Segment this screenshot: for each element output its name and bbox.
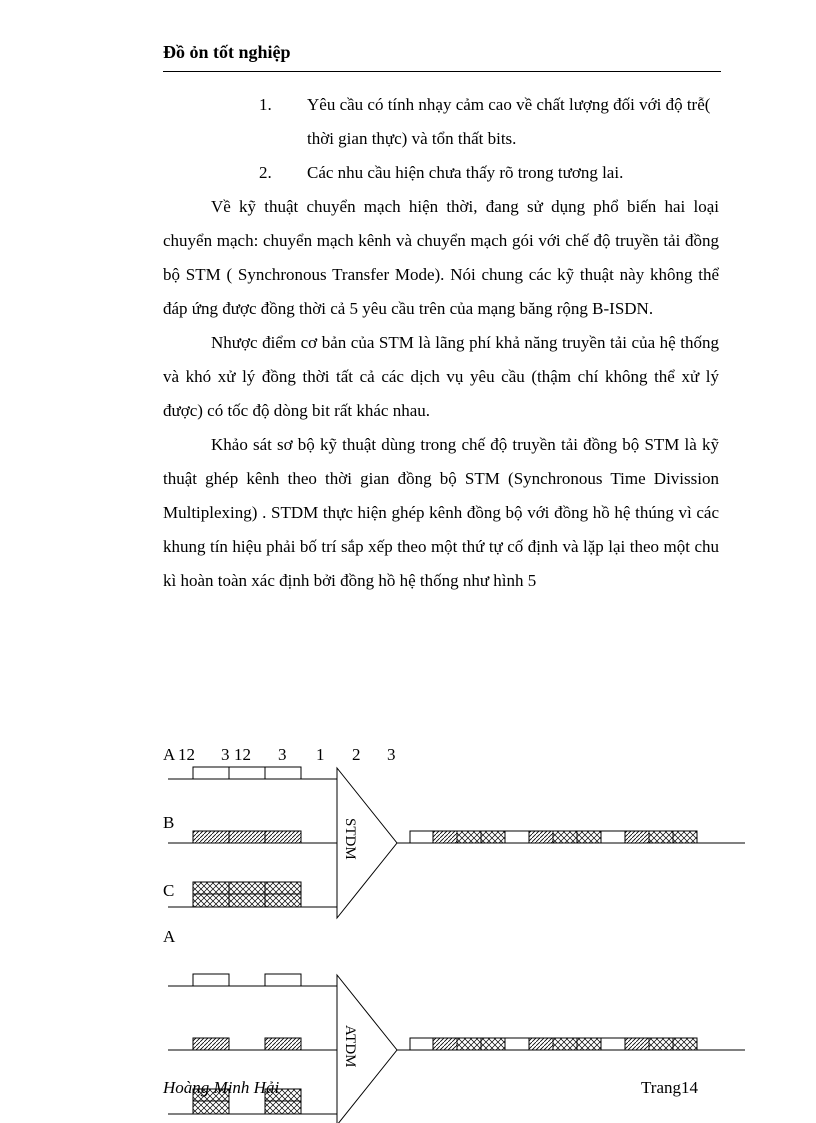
stdm-section: [163, 767, 745, 918]
paragraph-stm-drawbacks: Nhược điểm cơ bản của STM là lãng phí khả năng truyền tải của hệ thống và khó xử lý đồng thời tất cả các dịch vụ yêu cầu (thậm chí không thể xử lý được) có tốc độ dòng bit rất khác nhau.: [163, 333, 719, 420]
slot-hatched: [193, 831, 229, 843]
slot-hatched: [265, 1038, 301, 1050]
figure-5-multiplexing-diagram: [0, 730, 816, 1123]
footer-author: Hoàng Minh Hải: [163, 1078, 280, 1097]
list-text: Các nhu cầu hiện chưa thấy rõ trong tương lai.: [307, 163, 624, 182]
slot-empty: [265, 767, 301, 779]
list-text: Yêu cầu có tính nhạy cảm cao về chất lượng đối với độ trễ( thời gian thực) và tổn thất bits.: [307, 95, 711, 148]
slot-label: 1: [316, 745, 325, 764]
slot-empty: [193, 974, 229, 986]
slot-label: 3: [387, 745, 396, 764]
input-label-a: A: [163, 927, 176, 946]
slot-label: 2: [352, 745, 361, 764]
paragraph-stdm: Khảo sát sơ bộ kỹ thuật dùng trong chế độ truyền tải đồng bộ STM là kỹ thuật ghép kênh theo thời gian đồng bộ STM (Synchronous Time Divission Multiplexing) . STDM thực hiện ghép kênh đồng bộ với đồng hồ hệ thúng vì các khung tín hiệu phải bố trí sắp xếp theo một thứ tự cố định và lặp lại theo một chu kì hoàn toàn xác định bởi đồng hồ hệ thống như hình 5: [163, 435, 719, 590]
paragraph-stm-techniques: Về kỹ thuật chuyển mạch hiện thời, đang sử dụng phổ biến hai loại chuyển mạch: chuyển mạch kênh và chuyển mạch gói với chế độ truyền tải đồng bộ STM ( Synchronous Transfer Mode). Nói chung các kỹ thuật này không thể đáp ứng được đồng thời cả 5 yêu cầu trên của mạng băng rộng B-ISDN.: [163, 197, 719, 318]
list-number: 2.: [259, 163, 272, 182]
slot-hatched: [193, 1038, 229, 1050]
list-item: [163, 156, 719, 190]
footer-page-number: Trang14: [641, 1078, 698, 1097]
slot-hatched: [265, 831, 301, 843]
slot-label: 12: [234, 745, 251, 764]
slot-hatched: [229, 831, 265, 843]
list-number: 1.: [259, 95, 272, 114]
list-item: [163, 88, 719, 156]
input-label-b: B: [163, 813, 175, 832]
header-rule: [163, 71, 721, 72]
atdm-label: ATDM: [342, 1025, 358, 1068]
slot-label: 3: [221, 745, 230, 764]
slot-empty: [265, 974, 301, 986]
slot-label: 3: [278, 745, 287, 764]
input-label-c: C: [163, 881, 175, 900]
slot-label: A: [163, 745, 176, 764]
header-title: Đồ ỏn tốt nghiệp: [163, 42, 291, 62]
slot-empty: [193, 767, 229, 779]
slot-empty: [229, 767, 265, 779]
body-content: [163, 88, 719, 598]
slot-label: 12: [178, 745, 195, 764]
stdm-label: STDM: [342, 818, 358, 860]
